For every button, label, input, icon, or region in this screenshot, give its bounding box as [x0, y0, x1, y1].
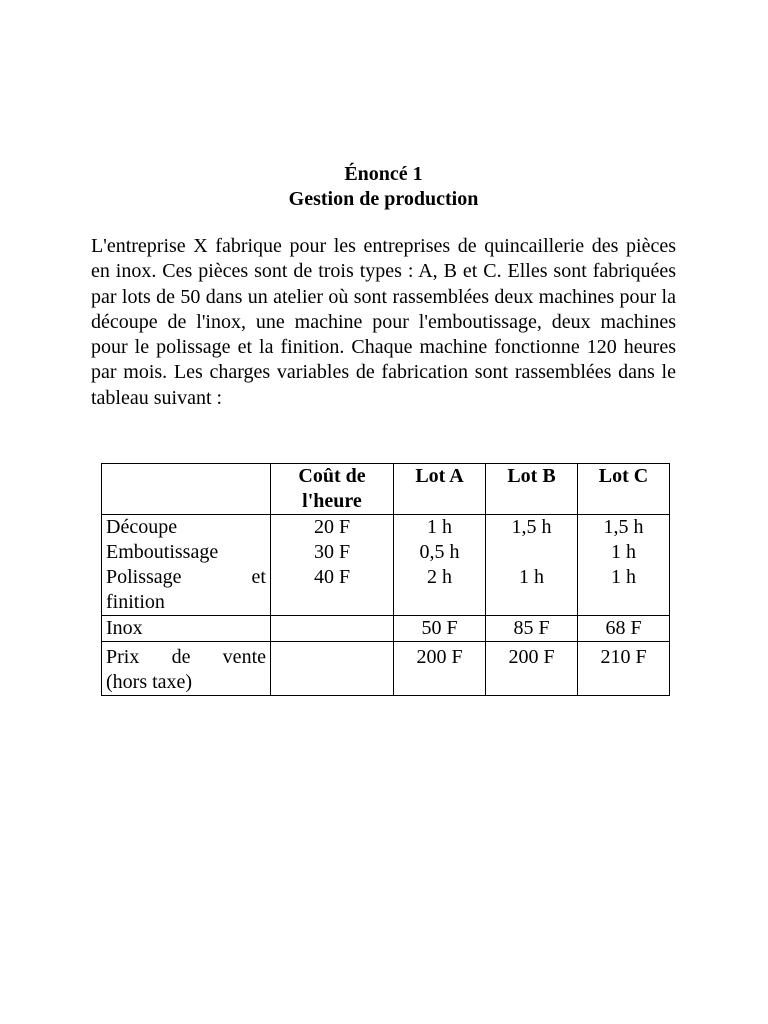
header-empty-cell: [102, 464, 271, 515]
header-cost-line2: l'heure: [302, 490, 362, 512]
header-cost-line1: Coût de: [298, 465, 366, 487]
production-cost-table: [101, 463, 670, 696]
operations-lot-b-cell: [486, 515, 578, 616]
intro-paragraph: L'entreprise X fabrique pour les entreprises de quincaillerie des pièces en inox. Ces pièces sont de trois types : A, B et C. Elles sont fabriquées par lots de 50 dans un atelier où sont rassemblées deux machines pour la découpe de l'inox, une machine pour l'emboutissage, deux machines pour le polissage et la finition. Chaque machine fonctionne 120 heures par mois. Les charges variables de fabrication sont rassemblées dans le tableau suivant :: [91, 235, 676, 409]
price-lot-b: 200 F: [486, 642, 578, 696]
inox-lot-b: 85 F: [486, 616, 578, 642]
table-row-price: [102, 642, 670, 696]
operation-cost: 30 F: [313, 541, 351, 563]
lot-a-hours: 1 h: [427, 516, 452, 538]
operation-label: Découpe: [106, 516, 178, 538]
lot-a-hours: 0,5 h: [419, 541, 460, 563]
lot-c-hours: 1,5 h: [603, 516, 644, 538]
operation-label: finition: [106, 591, 165, 613]
header-lot-a: Lot A: [394, 464, 486, 515]
exercise-title: Gestion de production: [288, 188, 479, 210]
table-row-operations: [102, 515, 670, 616]
operation-cost: 40 F: [313, 566, 351, 588]
table-row-inox: [102, 616, 670, 642]
inox-lot-c: 68 F: [578, 616, 670, 642]
price-label-line1: Prix de vente: [106, 646, 266, 668]
operations-label-cell: [102, 515, 271, 616]
inox-cost-empty: [271, 616, 394, 642]
exercise-number: Énoncé 1: [344, 163, 423, 185]
price-lot-a: 200 F: [394, 642, 486, 696]
price-lot-c: 210 F: [578, 642, 670, 696]
inox-label: Inox: [102, 616, 271, 642]
document-page: [91, 162, 676, 411]
header-lot-c: Lot C: [578, 464, 670, 515]
operation-label: Emboutissage: [106, 541, 219, 563]
lot-b-hours-empty: [490, 540, 573, 565]
operations-lot-a-cell: [394, 515, 486, 616]
lot-b-hours: 1,5 h: [511, 516, 552, 538]
operation-label: Polissage et: [106, 566, 266, 588]
lot-a-hours: 2 h: [427, 566, 452, 588]
operation-cost: 20 F: [313, 516, 351, 538]
table-header-row: [102, 464, 670, 515]
price-label-cell: [102, 642, 271, 696]
price-cost-empty: [271, 642, 394, 696]
lot-c-hours: 1 h: [611, 541, 636, 563]
inox-lot-a: 50 F: [394, 616, 486, 642]
header-lot-b: Lot B: [486, 464, 578, 515]
price-label-line2: (hors taxe): [106, 671, 193, 693]
lot-c-hours: 1 h: [611, 566, 636, 588]
lot-b-hours: 1 h: [519, 566, 544, 588]
header-cost-per-hour: [271, 464, 394, 515]
operations-lot-c-cell: [578, 515, 670, 616]
operations-cost-cell: [271, 515, 394, 616]
